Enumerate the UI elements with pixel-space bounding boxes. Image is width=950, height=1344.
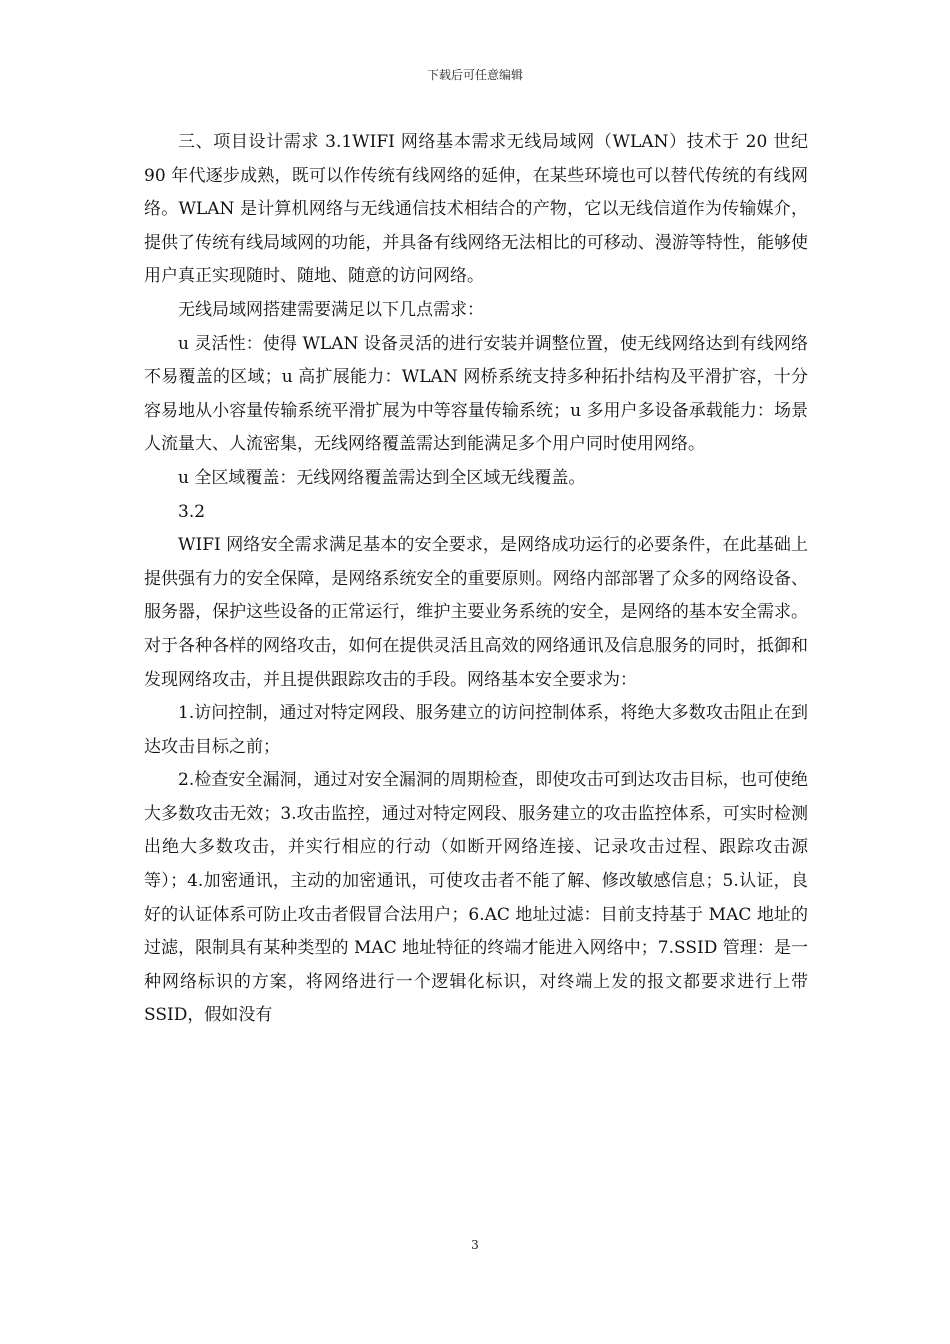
page-number: 3 xyxy=(471,1238,479,1252)
paragraph-flexibility-scalability: u 灵活性：使得 WLAN 设备灵活的进行安装并调整位置，使无线网络达到有线网络不易覆盖的区域；u 高扩展能力：WLAN 网桥系统支持多种拓扑结构及平滑扩容，十分容易地从小容量传输系统平滑扩展为中等容量传输系统；u 多用户多设备承载能力：场景人流量大、人流密集，无线网络覆盖需达到能满足多个用户同时使用网络。 xyxy=(144,333,808,455)
section-number-3-2: 3.2 xyxy=(178,501,206,522)
paragraph-wlan-needs-intro: 无线局域网搭建需要满足以下几点需求： xyxy=(178,299,484,320)
paragraph-security-needs: WIFI 网络安全需求满足基本的安全要求，是网络成功运行的必要条件，在此基础上提供强有力的安全保障，是网络系统安全的重要原则。网络内部部署了众多的网络设备、服务器，保护这些设备的正常运行，维护主要业务系统的安全，是网络的基本安全需求。对于各种各样的网络攻击，如何在提供灵活且高效的网络通讯及信息服务的同时，抵御和发现网络攻击，并且提供跟踪攻击的手段。网络基本安全要求为： xyxy=(144,535,808,690)
document-body xyxy=(144,126,814,1033)
paragraph-access-control: 1.访问控制，通过对特定网段、服务建立的访问控制体系，将绝大多数攻击阻止在到达攻击目标之前； xyxy=(144,703,808,757)
paragraph-full-coverage: u 全区域覆盖：无线网络覆盖需达到全区域无线覆盖。 xyxy=(178,467,586,488)
paragraph-security-measures: 2.检查安全漏洞，通过对安全漏洞的周期检查，即使攻击可到达攻击目标，也可使绝大多数攻击无效；3.攻击监控，通过对特定网段、服务建立的攻击监控体系，可实时检测出绝大多数攻击，并实行相应的行动（如断开网络连接、记录攻击过程、跟踪攻击源等）；4.加密通讯，主动的加密通讯，可使攻击者不能了解、修改敏感信息；5.认证，良好的认证体系可防止攻击者假冒合法用户；6.AC 地址过滤：目前支持基于 MAC 地址的过滤，限制具有某种类型的 MAC 地址特征的终端才能进入网络中；7.SSID 管理：是一种网络标识的方案，将网络进行一个逻辑化标识，对终端上发的报文都要求进行上带 SSID，假如没有 xyxy=(144,770,814,1026)
page-header: 下载后可任意编辑 xyxy=(426,68,523,82)
paragraph-design-requirements: 三、项目设计需求 3.1WIFI 网络基本需求无线局域网（WLAN）技术于 20 世纪 90 年代逐步成熟，既可以作传统有线网络的延伸，在某些环境也可以替代传统的有线网络。WLAN 是计算机网络与无线通信技术相结合的产物，它以无线信道作为传输媒介，提供了传统有线局域网的功能，并具备有线网络无法相比的可移动、漫游等特性，能够使用户真正实现随时、随地、随意的访问网络。 xyxy=(144,132,814,287)
